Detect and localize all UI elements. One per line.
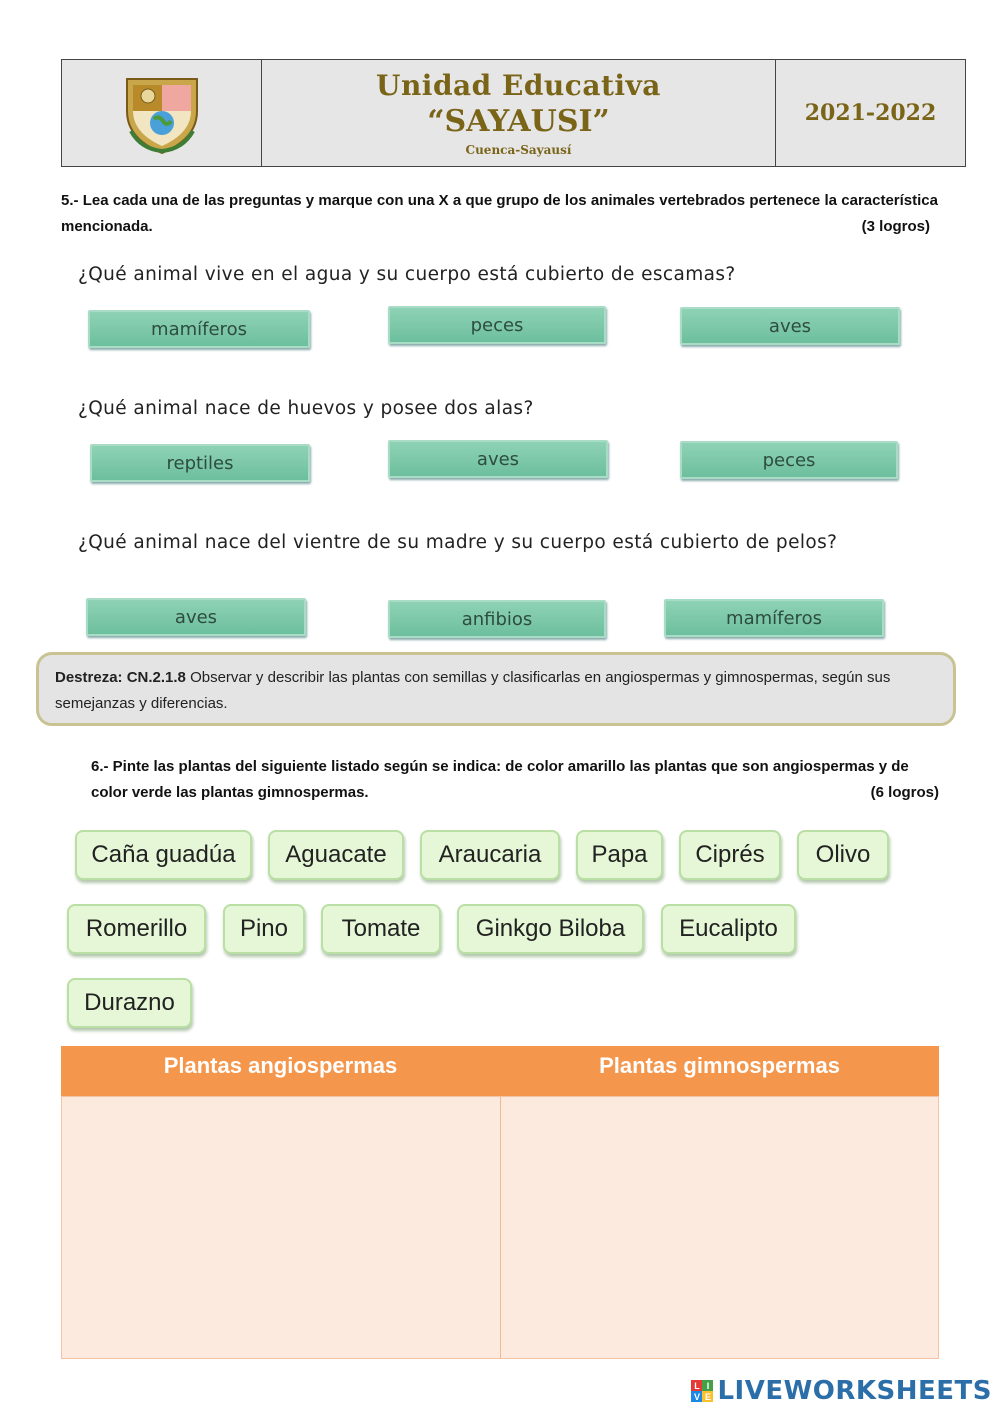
plant-chip[interactable]: Ginkgo Biloba [457,904,644,954]
liveworksheets-brand: LIVEWORKSHEETS [717,1376,992,1406]
plant-chip[interactable]: Ciprés [679,830,781,880]
school-name-line2: “SAYAUSI” [427,104,610,139]
skill-text: Observar y describir las plantas con semillas y clasificarlas en angiospermas y gimnospermas, según sus semejanzas y diferencias. [55,669,891,712]
q3-option-2[interactable]: anfibios [388,600,606,638]
skill-box [36,652,956,726]
q1-option-3[interactable]: aves [680,307,900,345]
q1-option-2[interactable]: peces [388,306,606,344]
school-title-cell [262,60,776,166]
school-city: Cuenca-Sayausí [465,143,572,157]
plant-chip[interactable]: Tomate [321,904,441,954]
section6-points: (6 logros) [870,784,939,801]
plant-chip[interactable]: Araucaria [420,830,560,880]
question-3: ¿Qué animal nace del vientre de su madre y su cuerpo está cubierto de pelos? [78,532,838,553]
school-name-line1: Unidad Educativa [376,69,661,102]
plant-chip[interactable]: Eucalipto [661,904,796,954]
plant-chip[interactable]: Durazno [67,978,192,1028]
q2-option-3[interactable]: peces [680,441,898,479]
q2-option-1[interactable]: reptiles [90,444,310,482]
section5-instruction-block [61,188,938,240]
plant-chip[interactable]: Caña guadúa [75,830,252,880]
school-year: 2021-2022 [804,100,937,126]
q3-option-1[interactable]: aves [86,598,306,636]
q2-option-2[interactable]: aves [388,440,608,478]
section6-instruction: 6.- Pinte las plantas del siguiente listado según se indica: de color amarillo las plantas que son angiospermas y de color verde las plantas gimnospermas. [91,758,909,801]
skill-label: Destreza: [55,669,123,686]
liveworksheets-mark-icon: L I V E [691,1380,713,1402]
q3-option-3[interactable]: mamíferos [664,599,884,637]
plant-chip[interactable]: Aguacate [268,830,404,880]
question-2: ¿Qué animal nace de huevos y posee dos alas? [78,398,534,419]
plant-chip[interactable]: Papa [576,830,663,880]
questions-panel [70,258,930,648]
school-logo-cell [62,60,262,166]
col-angiosperms-header: Plantas angiospermas [163,1053,398,1078]
table-header [61,1046,939,1096]
classification-table [61,1046,939,1359]
gymnosperms-drop-zone[interactable] [501,1097,939,1358]
school-year-cell [776,60,965,166]
skill-code: CN.2.1.8 [126,669,186,686]
table-body [61,1096,939,1359]
liveworksheets-logo [691,1376,992,1406]
plant-chip[interactable]: Olivo [797,830,889,880]
q1-option-1[interactable]: mamíferos [88,310,310,348]
angiosperms-drop-zone[interactable] [62,1097,501,1358]
school-crest-icon [121,71,203,155]
question-1: ¿Qué animal vive en el agua y su cuerpo está cubierto de escamas? [78,264,736,285]
plant-chip[interactable]: Pino [223,904,305,954]
section6-instruction-block [91,754,939,806]
section5-instruction: 5.- Lea cada una de las preguntas y marque con una X a que grupo de los animales vertebrados pertenece la característica mencionada. [61,192,938,235]
plant-chip[interactable]: Romerillo [67,904,206,954]
school-header [61,59,966,167]
col-gymnosperms-header: Plantas gimnospermas [599,1053,840,1078]
section5-points: (3 logros) [861,218,930,235]
